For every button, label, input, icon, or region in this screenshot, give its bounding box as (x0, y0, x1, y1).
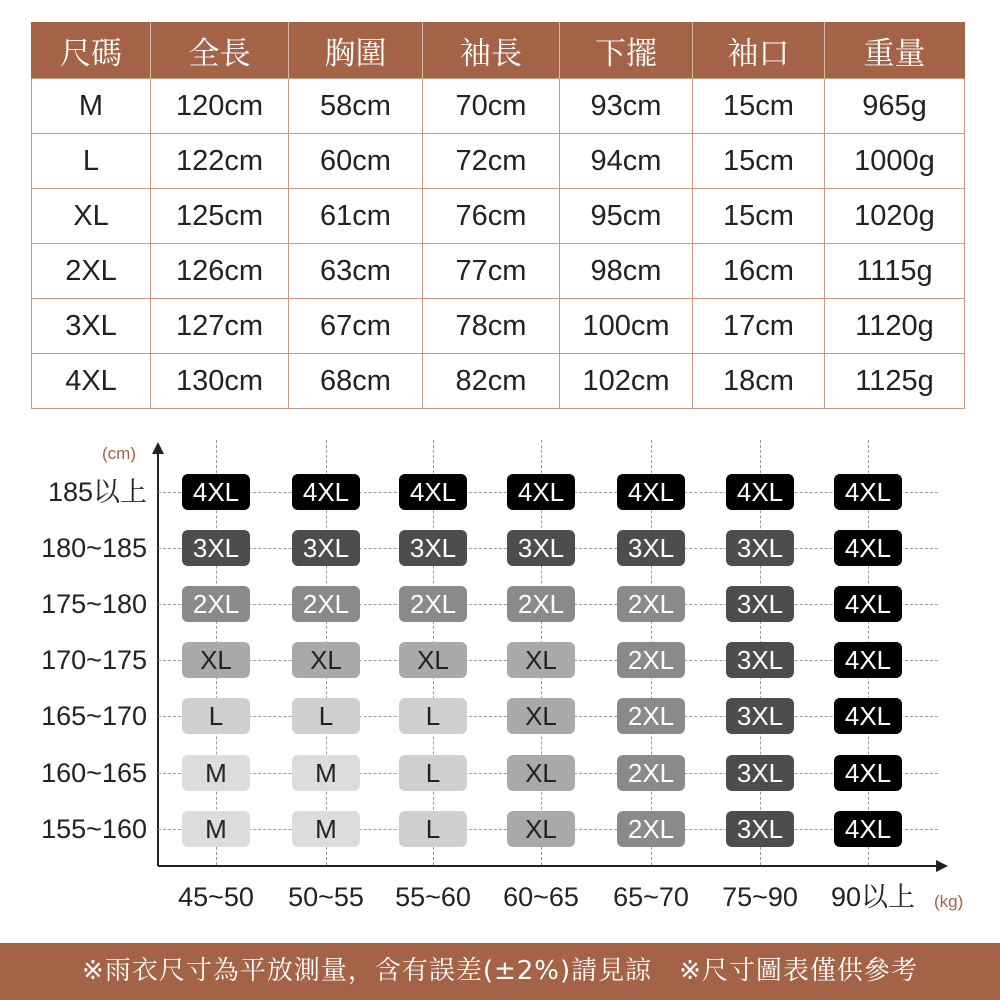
size-table-cell: XL (32, 189, 151, 244)
size-badge: 3XL (726, 698, 794, 734)
size-badge: 4XL (507, 474, 575, 510)
size-badge: 4XL (834, 586, 902, 622)
size-table-cell: 2XL (32, 244, 151, 299)
size-table-cell: 68cm (289, 354, 423, 409)
size-badge: 4XL (834, 530, 902, 566)
y-axis-unit: (cm) (102, 444, 136, 463)
size-table-cell: 82cm (423, 354, 560, 409)
header-sleeve: 袖長 (423, 22, 560, 79)
size-badge: 2XL (182, 586, 250, 622)
size-badge: 4XL (182, 474, 250, 510)
size-table-cell: 125cm (151, 189, 289, 244)
size-table-cell: 63cm (289, 244, 423, 299)
weight-range-label: 50~55 (288, 882, 364, 912)
size-table-row (32, 134, 965, 189)
header-chest: 胸圍 (289, 22, 423, 79)
size-table-cell: 93cm (560, 79, 693, 134)
weight-range-label: 45~50 (178, 882, 254, 912)
header-cuff: 袖口 (693, 22, 825, 79)
size-badge: 3XL (399, 530, 467, 566)
size-badge: 2XL (292, 586, 360, 622)
size-recommendation-chart (0, 430, 1000, 935)
header-length: 全長 (151, 22, 289, 79)
size-badge: 3XL (182, 530, 250, 566)
size-badge: L (182, 698, 250, 734)
size-table-cell: 76cm (423, 189, 560, 244)
size-table-cell: 58cm (289, 79, 423, 134)
size-badge: 3XL (507, 530, 575, 566)
size-badge: M (182, 811, 250, 847)
size-table-cell: 72cm (423, 134, 560, 189)
size-table-cell: 15cm (693, 134, 825, 189)
size-table-cell: 965g (825, 79, 965, 134)
height-range-label: 155~160 (41, 814, 147, 844)
size-badge: M (182, 755, 250, 791)
height-range-label: 170~175 (41, 645, 147, 675)
size-badge: XL (399, 642, 467, 678)
size-table-cell: M (32, 79, 151, 134)
size-badge: 2XL (507, 586, 575, 622)
size-table-cell: 1115g (825, 244, 965, 299)
size-badge: XL (507, 698, 575, 734)
size-badge: XL (182, 642, 250, 678)
x-axis-arrow (936, 860, 948, 872)
size-badge: XL (292, 642, 360, 678)
size-table-cell: 60cm (289, 134, 423, 189)
size-table-cell: 122cm (151, 134, 289, 189)
size-table-cell: 15cm (693, 79, 825, 134)
size-table-cell: 78cm (423, 299, 560, 354)
size-table-row (32, 244, 965, 299)
size-table (31, 22, 965, 409)
x-axis-unit: (kg) (934, 892, 964, 911)
size-table-cell: 1020g (825, 189, 965, 244)
size-badge: 4XL (834, 755, 902, 791)
height-range-label: 160~165 (41, 758, 147, 788)
weight-range-label: 65~70 (613, 882, 689, 912)
header-size: 尺碼 (32, 22, 151, 79)
header-weight: 重量 (825, 22, 965, 79)
size-badge: 4XL (726, 474, 794, 510)
size-table-cell: L (32, 134, 151, 189)
size-badge: XL (507, 642, 575, 678)
size-table-cell: 1120g (825, 299, 965, 354)
size-badge: M (292, 755, 360, 791)
size-badge: 2XL (617, 642, 685, 678)
size-table-row (32, 189, 965, 244)
size-badge: 3XL (726, 586, 794, 622)
size-table-body (32, 79, 965, 409)
footer-note: ※雨衣尺寸為平放測量，含有誤差(±2%)請見諒 ※尺寸圖表僅供參考 (0, 943, 1000, 1000)
size-badge: 4XL (399, 474, 467, 510)
size-table-cell: 102cm (560, 354, 693, 409)
size-table-header-row (32, 22, 965, 79)
height-range-label: 165~170 (41, 701, 147, 731)
size-table-cell: 70cm (423, 79, 560, 134)
size-table-row (32, 299, 965, 354)
size-table-cell: 127cm (151, 299, 289, 354)
size-badge: 2XL (399, 586, 467, 622)
size-badge: 2XL (617, 698, 685, 734)
size-table-cell: 95cm (560, 189, 693, 244)
height-range-label: 175~180 (41, 589, 147, 619)
size-badge: L (399, 811, 467, 847)
size-badge: 4XL (617, 474, 685, 510)
header-hem: 下擺 (560, 22, 693, 79)
size-table-cell: 120cm (151, 79, 289, 134)
size-table-cell: 61cm (289, 189, 423, 244)
weight-range-label: 90以上 (830, 882, 916, 912)
size-badge: 2XL (617, 755, 685, 791)
weight-range-label: 75~90 (722, 882, 798, 912)
y-axis-arrow (152, 442, 164, 454)
size-table-cell: 1125g (825, 354, 965, 409)
size-table-row (32, 354, 965, 409)
size-table-row (32, 79, 965, 134)
size-badge: 4XL (834, 642, 902, 678)
size-table-cell: 1000g (825, 134, 965, 189)
size-badge: 4XL (834, 474, 902, 510)
size-badge: XL (507, 811, 575, 847)
size-badge: L (292, 698, 360, 734)
size-table-cell: 15cm (693, 189, 825, 244)
size-table-cell: 3XL (32, 299, 151, 354)
size-badge: 4XL (292, 474, 360, 510)
size-badge: L (399, 698, 467, 734)
size-table-cell: 4XL (32, 354, 151, 409)
size-table-cell: 130cm (151, 354, 289, 409)
size-table-cell: 98cm (560, 244, 693, 299)
size-badge: 3XL (726, 755, 794, 791)
size-table-cell: 77cm (423, 244, 560, 299)
size-badge: 3XL (726, 642, 794, 678)
size-badge: XL (507, 755, 575, 791)
weight-range-label: 60~65 (503, 882, 579, 912)
weight-range-label: 55~60 (395, 882, 471, 912)
size-badge: L (399, 755, 467, 791)
size-badge: 3XL (292, 530, 360, 566)
size-table-cell: 18cm (693, 354, 825, 409)
size-badge: M (292, 811, 360, 847)
size-table-cell: 16cm (693, 244, 825, 299)
size-table-cell: 126cm (151, 244, 289, 299)
size-table-cell: 94cm (560, 134, 693, 189)
size-badge: 2XL (617, 586, 685, 622)
size-badge: 3XL (617, 530, 685, 566)
height-range-label: 180~185 (41, 533, 147, 563)
size-badge: 4XL (834, 698, 902, 734)
height-range-label: 185以上 (47, 477, 147, 507)
size-badge: 3XL (726, 530, 794, 566)
size-badge: 3XL (726, 811, 794, 847)
size-table-cell: 17cm (693, 299, 825, 354)
size-badge: 4XL (834, 811, 902, 847)
size-badge: 2XL (617, 811, 685, 847)
size-table-cell: 100cm (560, 299, 693, 354)
size-table-cell: 67cm (289, 299, 423, 354)
